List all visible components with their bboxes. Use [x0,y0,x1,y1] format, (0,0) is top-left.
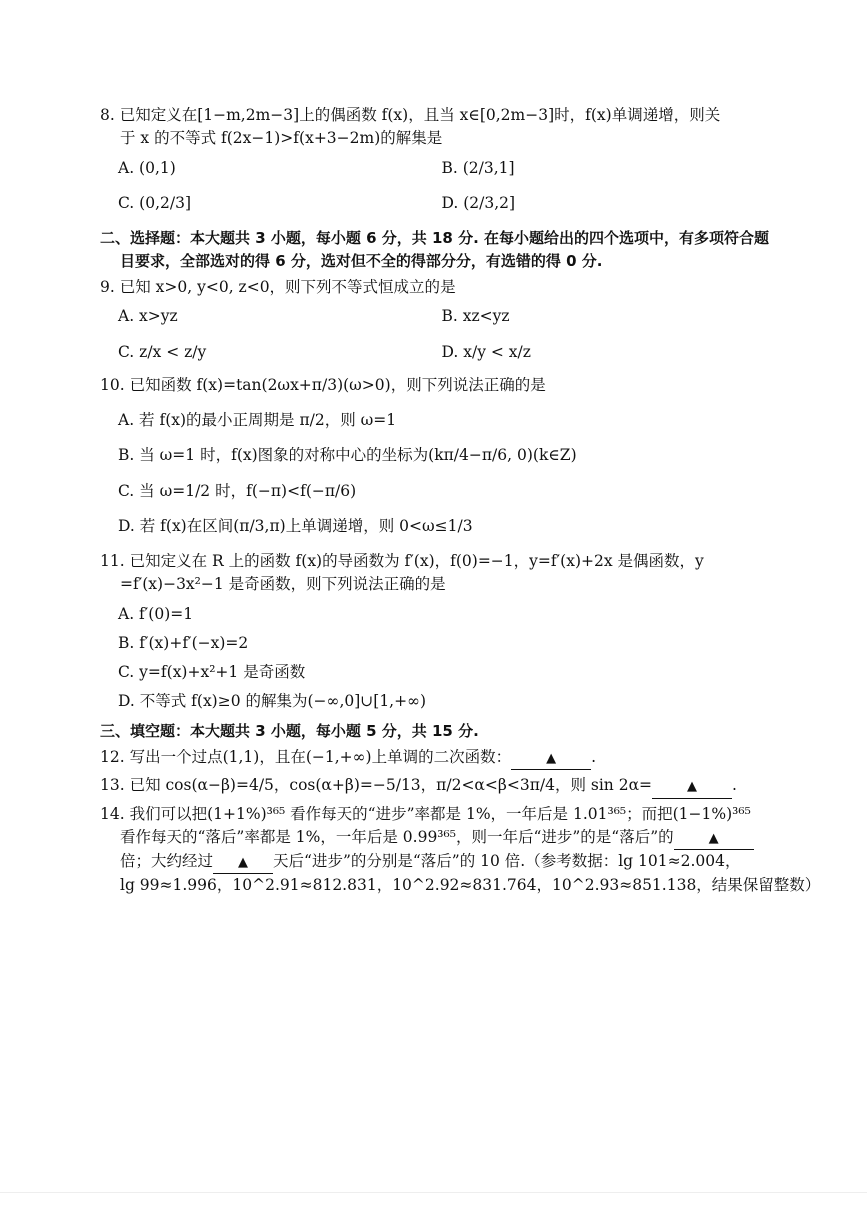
option-d[interactable]: D. 不等式 f(x)≥0 的解集为(−∞,0]∪[1,+∞) [118,692,427,711]
triangle-icon: ▲ [708,830,719,846]
option-a[interactable]: A. (0,1) [118,158,176,177]
section-2-line-2: 目要求，全部选对的得 6 分，选对但不全的得部分分，有选错的得 0 分. [120,251,603,270]
question-14-line-3 [100,850,765,874]
question-11-line-2: =f′(x)−3x²−1 是奇函数，则下列说法正确的是 [120,575,446,594]
question-8 [100,104,765,221]
section-2-heading [100,227,770,272]
option-b[interactable]: B. f′(x)+f′(−x)=2 [118,633,249,652]
question-14-line-1: 14. 我们可以把(1+1%)³⁶⁵ 看作每天的“进步”率都是 1%，一年后是 1.01³⁶⁵；而把(1−1%)³⁶⁵ [100,804,751,823]
option-c[interactable]: C. y=f(x)+x²+1 是奇函数 [118,663,306,681]
question-11-line-1: 11. 已知定义在 R 上的函数 f(x)的导函数为 f′(x)，f(0)=−1，y=f′(x)+2x 是偶函数，y [100,552,704,570]
answer-blank-13[interactable] [652,774,732,798]
question-13-text: 13. 已知 cos(α−β)=4/5，cos(α+β)=−5/13，π/2<α<β<3π/4，则 sin 2α= [100,776,653,795]
option-c[interactable]: C. (0,2/3] [118,193,191,212]
option-d[interactable]: D. x/y < x/z [441,342,531,361]
question-11 [100,550,765,714]
question-14-line-2-text: 看作每天的“落后”率都是 1%，一年后是 0.99³⁶⁵，则一年后“进步”的是“落后”的 [120,827,674,846]
triangle-icon: ▲ [687,779,698,795]
question-8-options [100,151,765,222]
answer-blank-14b[interactable] [213,850,273,874]
section-3-line: 三、填空题：本大题共 3 小题，每小题 5 分，共 15 分. [100,721,479,740]
option-b[interactable]: B. (2/3,1] [441,158,515,177]
question-12-text: 12. 写出一个过点(1,1)，且在(−1,+∞)上单调的二次函数： [100,748,512,766]
option-c[interactable]: C. 当 ω=1/2 时，f(−π)<f(−π/6) [118,481,357,500]
section-3-heading [100,720,765,743]
option-a[interactable]: A. x>yz [118,307,178,326]
question-13 [100,774,765,798]
question-14-line-2 [100,826,765,850]
question-8-line-1: 8. 已知定义在[1−m,2m−3]上的偶函数 f(x)，且当 x∈[0,2m−3]时，f(x)单调递增，则关 [100,106,721,124]
answer-blank-14a[interactable] [674,826,754,850]
option-d[interactable]: D. (2/3,2] [441,193,516,212]
question-8-line-2: 于 x 的不等式 f(2x−1)>f(x+3−2m)的解集是 [120,129,443,148]
question-13-end: . [732,776,737,795]
question-14 [100,803,821,898]
footer-divider [0,1192,867,1193]
triangle-icon: ▲ [546,751,557,766]
question-10 [100,374,765,538]
question-9 [100,276,765,370]
question-9-options [100,299,765,370]
option-c[interactable]: C. z/x < z/y [118,342,207,361]
question-14-line-3-before: 倍；大约经过 [120,852,214,870]
exam-page [100,100,821,898]
option-d[interactable]: D. 若 f(x)在区间(π/3,π)上单调递增，则 0<ω≤1/3 [118,516,473,535]
question-10-stem: 10. 已知函数 f(x)=tan(2ωx+π/3)(ω>0)，则下列说法正确的是 [100,375,546,394]
question-12-end: . [591,748,597,766]
question-14-line-3-after: 天后“进步”的分别是“落后”的 10 倍.（参考数据：lg 101≈2.004， [273,852,741,870]
question-9-stem: 9. 已知 x>0, y<0, z<0，则下列不等式恒成立的是 [100,278,456,296]
option-b[interactable]: B. xz<yz [441,307,510,326]
question-12 [100,746,765,770]
question-13-line [100,774,765,798]
option-a[interactable]: A. f′(0)=1 [118,604,194,623]
section-2-line-1: 二、选择题：本大题共 3 小题，每小题 6 分，共 18 分. 在每小题给出的四个选项中，有多项符合题 [100,229,770,247]
option-b[interactable]: B. 当 ω=1 时，f(x)图象的对称中心的坐标为(kπ/4−π/6, 0)(k∈Z) [118,446,577,465]
question-12-line [100,746,765,770]
triangle-icon: ▲ [238,855,249,870]
question-14-line-4: lg 99≈1.996，10^2.91≈812.831，10^2.92≈831.764，10^2.93≈851.138，结果保留整数） [120,876,821,895]
option-a[interactable]: A. 若 f(x)的最小正周期是 π/2，则 ω=1 [118,411,397,429]
answer-blank-12[interactable] [511,746,591,770]
